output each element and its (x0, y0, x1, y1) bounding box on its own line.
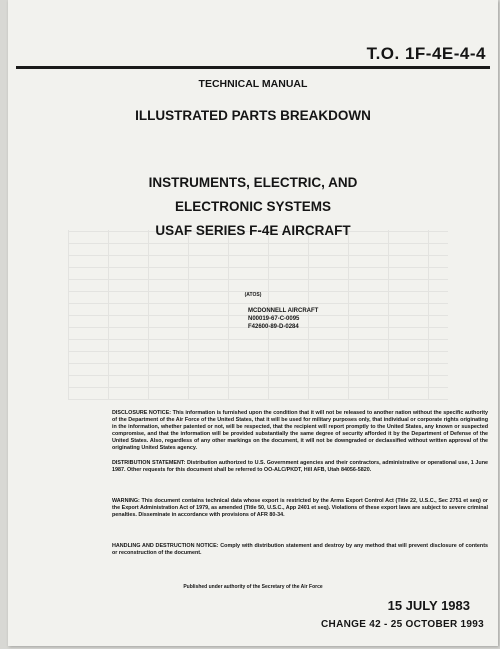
manual-subtitle: ILLUSTRATED PARTS BREAKDOWN (135, 108, 371, 123)
disclosure-notice: DISCLOSURE NOTICE: This information is furnished upon the condition that it will not be released to another nation without the specific authority of the Department of the Air Force of the United States, that it will be used for military purposes only, that individual or corporate rights originating in the information, whether patented or not, will be respected, that the recipient will report promptly to the United States, any known or suspected compromise, and that the information will be provided substantially the same degree of security afforded it by the Department of Defense of the United States. Also, regardless of any other markings on the document, it will not be downgraded or declassified without written approval of the originating United States agency. (112, 410, 488, 452)
distribution-statement: DISTRIBUTION STATEMENT: Distribution authorized to U.S. Government agencies and their contractors, administrative or operational use, 1 June 1987. Other requests for this document shall be referred to OO-ALC/PKDT, Hill AFB, Utah 84056-5820. (112, 460, 488, 474)
contract-number-2: F42600-89-D-0284 (248, 324, 299, 330)
contract-number-1: N00019-67-C-0095 (248, 316, 300, 322)
document-page (8, 0, 498, 646)
title-line-2: ELECTRONIC SYSTEMS (174, 199, 331, 214)
title-line-1: INSTRUMENTS, ELECTRIC, AND (148, 175, 358, 190)
publication-date: 15 JULY 1983 (387, 598, 470, 613)
title-line-3: USAF SERIES F-4E AIRCRAFT (155, 223, 351, 238)
manufacturer-name: MCDONNELL AIRCRAFT (248, 308, 319, 314)
manufacturer-block (248, 307, 368, 331)
atos-label: (ATOS) (244, 292, 262, 298)
handling-notice: HANDLING AND DESTRUCTION NOTICE: Comply with distribution statement and destroy by any method that will prevent disclosure of contents or reconstruction of the document. (112, 543, 488, 557)
header-rule (16, 66, 490, 69)
manual-type-heading: TECHNICAL MANUAL (198, 78, 308, 90)
export-warning: WARNING: This document contains technical data whose export is restricted by the Arms Export Control Act (Title 22, U.S.C., Sec 2751 et seq) or the Export Administration Act of 1979, as amended (Title 50, U.S.C., App 2401 et seq). Violations of these export laws are subject to severe criminal penalties. Disseminate in accordance with provisions of AFR 80-34. (112, 498, 488, 519)
technical-order-number: T.O. 1F-4E-4-4 (366, 44, 486, 63)
change-notice: CHANGE 42 - 25 OCTOBER 1993 (321, 619, 484, 630)
published-authority: Published under authority of the Secretary of the Air Force (183, 584, 323, 590)
